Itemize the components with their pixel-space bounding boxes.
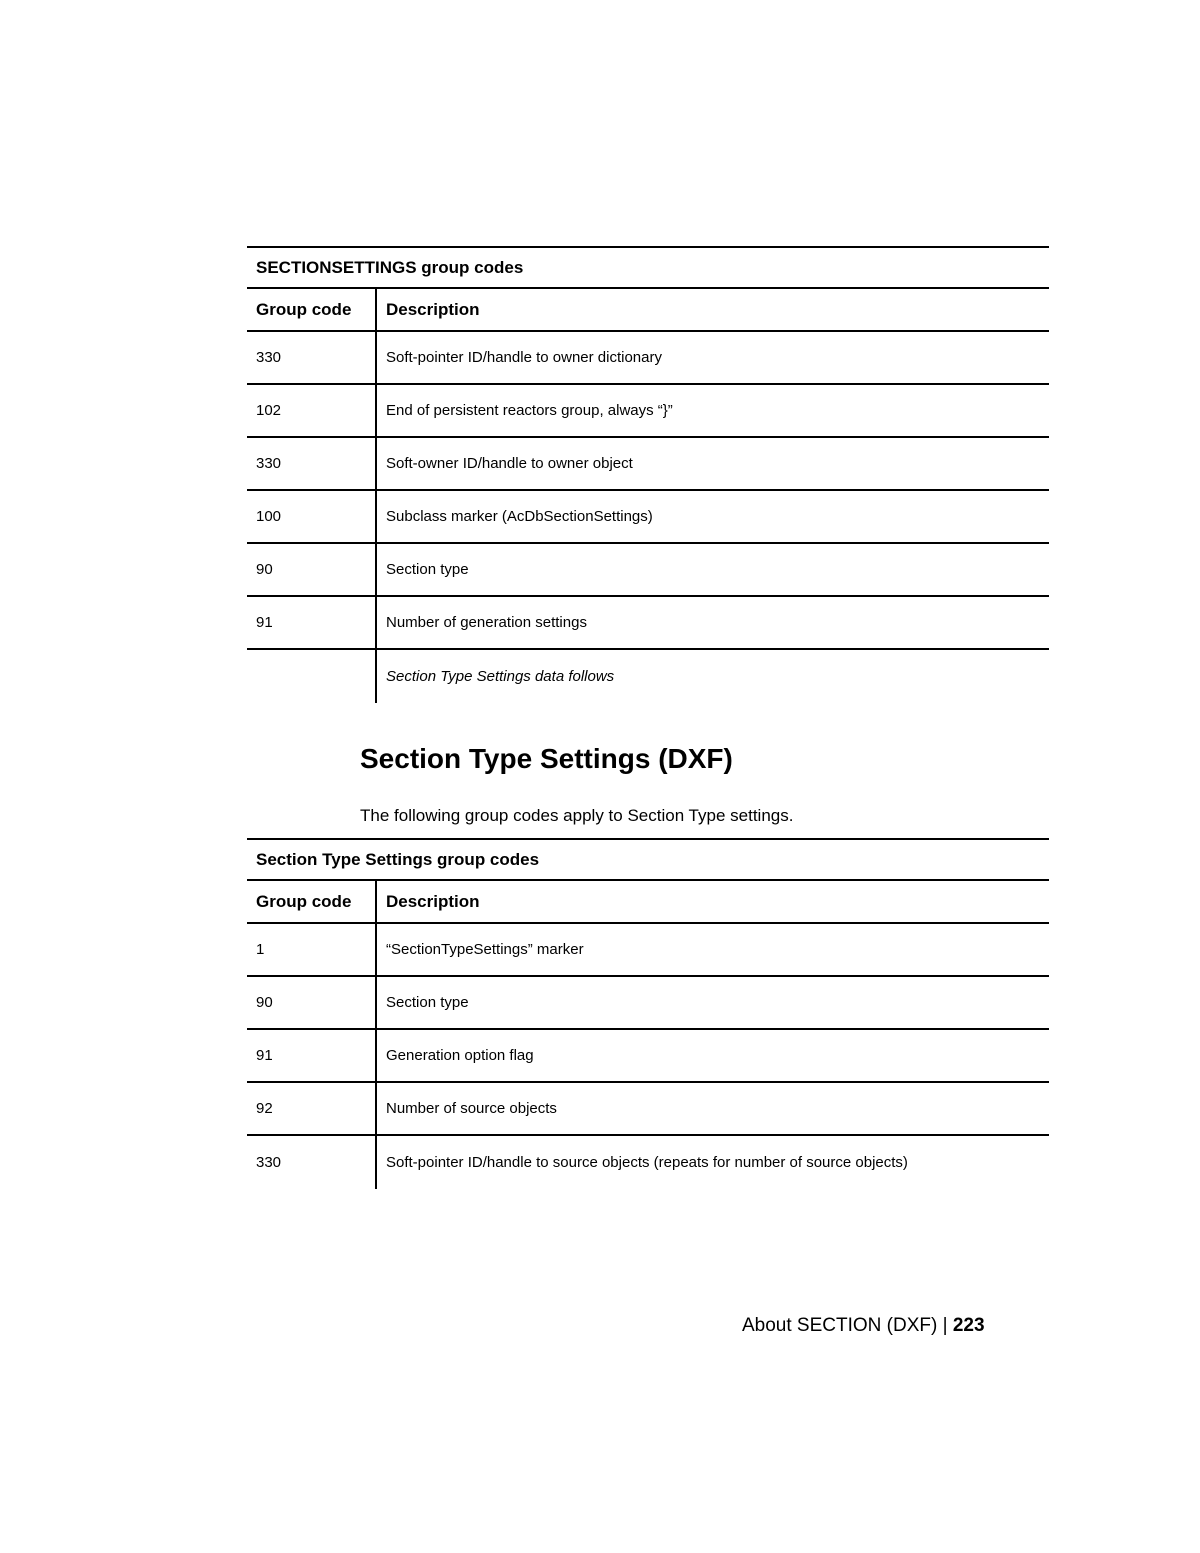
section-heading: Section Type Settings (DXF) <box>360 743 733 774</box>
table-row <box>247 975 1049 1028</box>
page-number: 223 <box>952 1315 985 1336</box>
description-cell: Generation option flag <box>386 1047 534 1064</box>
group-code-cell: 90 <box>247 544 377 595</box>
table-caption: SECTIONSETTINGS group codes <box>247 246 1049 287</box>
table-row <box>247 922 1049 975</box>
table-header-row <box>247 287 1049 330</box>
group-code-cell: 100 <box>247 491 377 542</box>
description-cell: Number of generation settings <box>386 614 587 631</box>
group-code-cell: 1 <box>247 924 377 975</box>
table-row <box>247 648 1049 703</box>
section-type-settings-table <box>247 838 1049 1189</box>
group-code-cell <box>247 650 377 703</box>
description-cell: Soft-pointer ID/handle to owner dictionary <box>386 349 662 366</box>
description-cell: Soft-owner ID/handle to owner object <box>386 455 633 472</box>
table-header-row <box>247 879 1049 922</box>
group-code-cell: 92 <box>247 1083 377 1134</box>
header-description: Description <box>386 891 480 911</box>
group-code-cell: 102 <box>247 385 377 436</box>
header-group-code: Group code <box>247 881 377 922</box>
footer-title: About SECTION (DXF) | <box>742 1315 953 1336</box>
group-code-cell: 91 <box>247 597 377 648</box>
table-row <box>247 1028 1049 1081</box>
header-group-code: Group code <box>247 289 377 330</box>
description-cell: “SectionTypeSettings” marker <box>386 941 584 958</box>
table-row <box>247 1081 1049 1134</box>
table-caption: Section Type Settings group codes <box>247 838 1049 879</box>
section-intro: The following group codes apply to Section Type settings. <box>360 806 794 825</box>
table-row <box>247 489 1049 542</box>
description-cell: Section type <box>386 994 469 1011</box>
header-description: Description <box>386 299 480 319</box>
group-code-cell: 90 <box>247 977 377 1028</box>
table-row <box>247 595 1049 648</box>
group-code-cell: 330 <box>247 1136 377 1189</box>
description-cell: Number of source objects <box>386 1100 557 1117</box>
description-cell: Section Type Settings data follows <box>386 668 615 685</box>
group-code-cell: 91 <box>247 1030 377 1081</box>
sectionsettings-table <box>247 246 1049 703</box>
table-row <box>247 330 1049 383</box>
description-cell: End of persistent reactors group, always “}” <box>386 402 673 419</box>
description-cell: Section type <box>386 561 469 578</box>
description-cell: Subclass marker (AcDbSectionSettings) <box>386 508 653 525</box>
table-row <box>247 383 1049 436</box>
table-row <box>247 436 1049 489</box>
table-row <box>247 1134 1049 1189</box>
page-footer <box>742 1315 985 1337</box>
group-code-cell: 330 <box>247 438 377 489</box>
group-code-cell: 330 <box>247 332 377 383</box>
table-row <box>247 542 1049 595</box>
description-cell: Soft-pointer ID/handle to source objects (repeats for number of source objects) <box>386 1154 908 1171</box>
